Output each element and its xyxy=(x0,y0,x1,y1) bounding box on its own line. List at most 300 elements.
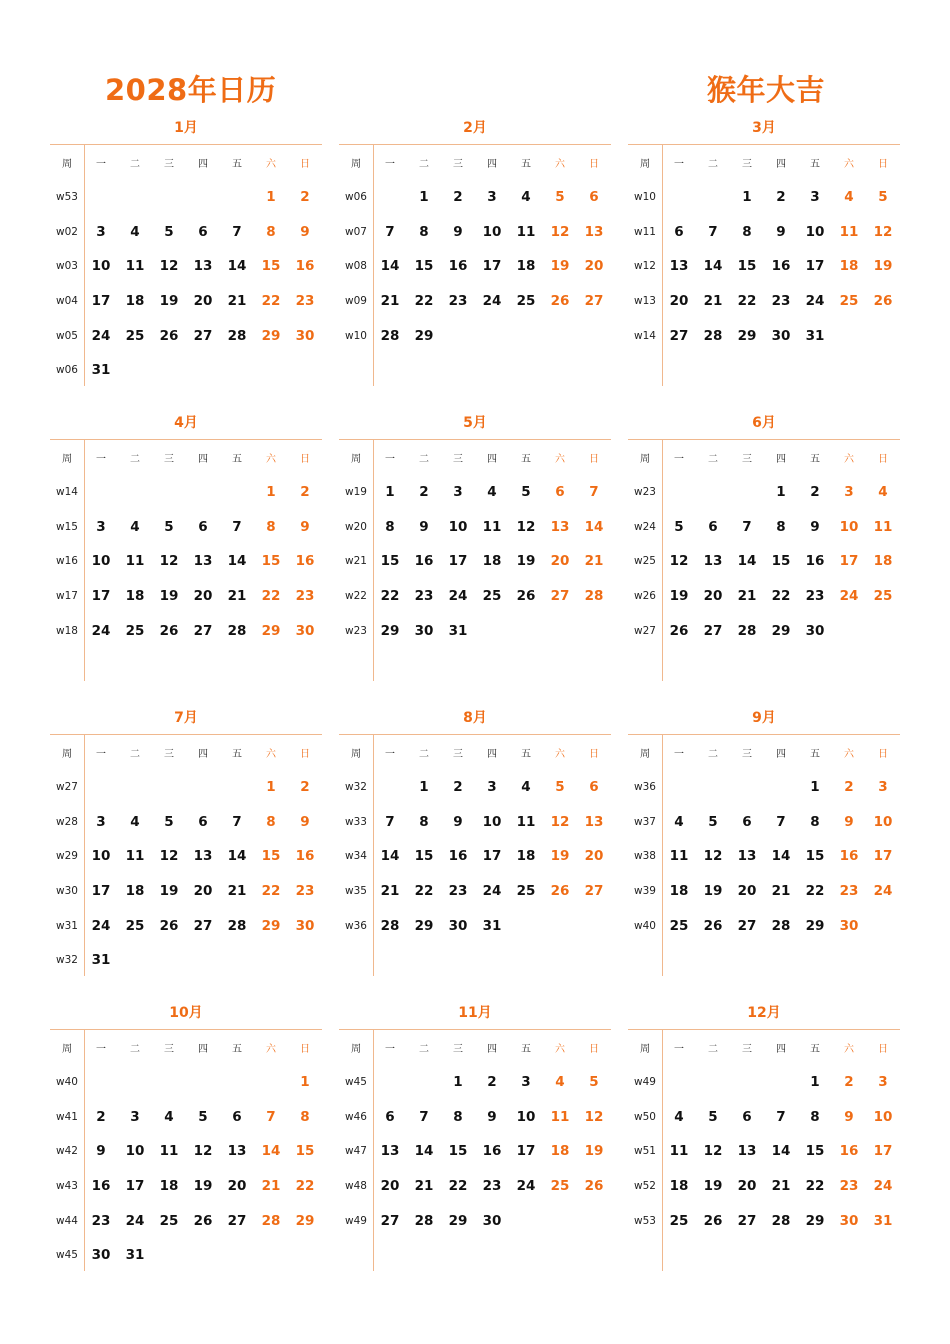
weekday-label: 四 xyxy=(487,749,497,760)
day-cell: 25 xyxy=(516,883,536,900)
weekday-label: 日 xyxy=(878,1044,888,1055)
day-cell: 19 xyxy=(873,258,893,275)
weekday-label: 一 xyxy=(385,159,395,170)
weekday-label: 二 xyxy=(130,1044,140,1055)
month-table xyxy=(628,144,900,353)
week-row xyxy=(628,613,900,648)
day-cell: 21 xyxy=(771,883,791,900)
day-cell: 31 xyxy=(125,1247,145,1264)
day-cell: 14 xyxy=(380,848,400,865)
day-cell: 5 xyxy=(708,813,718,830)
day-cell: 18 xyxy=(550,1143,570,1160)
week-number: w49 xyxy=(634,1076,656,1089)
week-row xyxy=(628,1100,900,1135)
day-cell: 1 xyxy=(742,189,752,206)
weekday-label: 二 xyxy=(708,1044,718,1055)
weekday-label: 五 xyxy=(810,1044,820,1055)
week-row xyxy=(628,475,900,510)
week-number: w39 xyxy=(634,885,656,898)
day-cell: 11 xyxy=(839,223,859,240)
month-table xyxy=(50,439,322,648)
day-cell: 26 xyxy=(193,1212,213,1229)
day-cell: 4 xyxy=(844,189,854,206)
day-cell: 20 xyxy=(584,258,604,275)
day-cell: 4 xyxy=(164,1108,174,1125)
weekday-label: 二 xyxy=(419,1044,429,1055)
day-cell: 5 xyxy=(164,518,174,535)
weekday-label: 三 xyxy=(164,1044,174,1055)
day-cell: 11 xyxy=(873,518,893,535)
day-cell: 8 xyxy=(419,813,429,830)
day-cell: 2 xyxy=(300,189,310,206)
day-cell: 6 xyxy=(555,484,565,501)
day-cell: 8 xyxy=(300,1108,310,1125)
day-cell: 16 xyxy=(482,1143,502,1160)
day-cell: 19 xyxy=(516,553,536,570)
week-number: w49 xyxy=(345,1214,367,1227)
weekday-label: 一 xyxy=(385,749,395,760)
week-row xyxy=(628,510,900,545)
day-cell: 27 xyxy=(584,293,604,310)
day-cell: 26 xyxy=(159,917,179,934)
week-row xyxy=(628,284,900,319)
day-cell: 29 xyxy=(261,917,281,934)
day-cell: 1 xyxy=(810,779,820,796)
day-cell: 20 xyxy=(703,588,723,605)
day-cell: 20 xyxy=(193,588,213,605)
day-cell: 29 xyxy=(414,917,434,934)
weekday-label: 一 xyxy=(674,454,684,465)
week-number: w30 xyxy=(56,885,78,898)
day-cell: 15 xyxy=(261,553,281,570)
day-cell: 17 xyxy=(125,1178,145,1195)
weekday-label: 五 xyxy=(521,159,531,170)
day-cell: 17 xyxy=(805,258,825,275)
week-header-label: 周 xyxy=(62,1044,72,1055)
week-row xyxy=(339,1065,611,1100)
day-cell: 18 xyxy=(516,258,536,275)
week-number: w42 xyxy=(56,1145,78,1158)
day-cell: 3 xyxy=(453,484,463,501)
day-cell: 23 xyxy=(771,293,791,310)
day-cell: 7 xyxy=(385,813,395,830)
calendar-slogan: 猴年大吉 xyxy=(707,73,826,107)
week-column-divider xyxy=(373,145,374,386)
day-cell: 2 xyxy=(810,484,820,501)
week-number: w44 xyxy=(56,1214,78,1227)
day-cell: 10 xyxy=(805,223,825,240)
weekday-label: 六 xyxy=(555,1044,565,1055)
weekday-label: 四 xyxy=(487,454,497,465)
month-block xyxy=(628,413,900,648)
week-number: w53 xyxy=(634,1214,656,1227)
week-header-label: 周 xyxy=(640,159,650,170)
month-block xyxy=(628,708,900,943)
day-cell: 28 xyxy=(227,917,247,934)
day-cell: 23 xyxy=(448,293,468,310)
day-cell: 31 xyxy=(805,327,825,344)
day-cell: 17 xyxy=(91,588,111,605)
day-cell: 12 xyxy=(193,1143,213,1160)
day-cell: 20 xyxy=(193,883,213,900)
day-cell: 9 xyxy=(96,1143,106,1160)
week-column-divider xyxy=(84,735,85,976)
day-cell: 23 xyxy=(295,588,315,605)
day-cell: 15 xyxy=(737,258,757,275)
day-cell: 9 xyxy=(300,518,310,535)
weekday-label: 五 xyxy=(232,454,242,465)
week-row xyxy=(339,805,611,840)
week-row xyxy=(339,180,611,215)
weekday-label: 六 xyxy=(844,1044,854,1055)
day-cell: 21 xyxy=(737,588,757,605)
week-row xyxy=(50,805,322,840)
month-table xyxy=(50,144,322,388)
weekday-label: 四 xyxy=(487,159,497,170)
day-cell: 14 xyxy=(227,848,247,865)
week-row xyxy=(628,805,900,840)
day-cell: 11 xyxy=(669,1143,689,1160)
day-cell: 13 xyxy=(550,518,570,535)
weekday-label: 三 xyxy=(742,749,752,760)
day-cell: 8 xyxy=(810,813,820,830)
day-cell: 28 xyxy=(771,917,791,934)
day-cell: 30 xyxy=(91,1247,111,1264)
week-row xyxy=(50,1065,322,1100)
day-cell: 29 xyxy=(414,327,434,344)
week-column-divider xyxy=(84,145,85,386)
month-name: 2月 xyxy=(463,120,487,136)
day-cell: 30 xyxy=(839,917,859,934)
weekday-label: 一 xyxy=(96,454,106,465)
weekday-header-row xyxy=(50,1030,322,1065)
week-row xyxy=(50,613,322,648)
day-cell: 1 xyxy=(266,189,276,206)
week-number: w31 xyxy=(56,919,78,932)
week-number: w07 xyxy=(345,225,367,238)
day-cell: 22 xyxy=(261,883,281,900)
weekday-label: 二 xyxy=(708,749,718,760)
week-number: w28 xyxy=(56,815,78,828)
weekday-label: 四 xyxy=(198,454,208,465)
week-number: w19 xyxy=(345,486,367,499)
week-row xyxy=(50,544,322,579)
day-cell: 31 xyxy=(91,362,111,379)
day-cell: 5 xyxy=(708,1108,718,1125)
week-number: w48 xyxy=(345,1180,367,1193)
weekday-header-row xyxy=(339,440,611,475)
day-cell: 10 xyxy=(91,258,111,275)
day-cell: 24 xyxy=(482,293,502,310)
weekday-label: 三 xyxy=(742,1044,752,1055)
weekday-label: 二 xyxy=(419,159,429,170)
day-cell: 27 xyxy=(550,588,570,605)
day-cell: 12 xyxy=(550,223,570,240)
day-cell: 14 xyxy=(227,553,247,570)
day-cell: 12 xyxy=(159,848,179,865)
day-cell: 20 xyxy=(737,883,757,900)
week-row xyxy=(628,544,900,579)
day-cell: 2 xyxy=(96,1108,106,1125)
day-cell: 10 xyxy=(482,813,502,830)
weekday-label: 二 xyxy=(130,454,140,465)
day-cell: 28 xyxy=(227,327,247,344)
weekday-label: 一 xyxy=(674,159,684,170)
week-number: w36 xyxy=(634,781,656,794)
day-cell: 18 xyxy=(125,588,145,605)
week-row xyxy=(50,1169,322,1204)
day-cell: 14 xyxy=(771,848,791,865)
day-cell: 14 xyxy=(414,1143,434,1160)
weekday-label: 二 xyxy=(708,454,718,465)
week-column-divider xyxy=(373,1030,374,1271)
day-cell: 6 xyxy=(232,1108,242,1125)
day-cell: 25 xyxy=(669,917,689,934)
day-cell: 1 xyxy=(453,1074,463,1091)
day-cell: 27 xyxy=(193,327,213,344)
week-row xyxy=(50,1100,322,1135)
day-cell: 27 xyxy=(227,1212,247,1229)
week-number: w13 xyxy=(634,295,656,308)
month-name: 5月 xyxy=(463,415,487,431)
weekday-label: 六 xyxy=(266,1044,276,1055)
week-row xyxy=(50,874,322,909)
day-cell: 12 xyxy=(703,1143,723,1160)
weekday-header-row xyxy=(50,145,322,180)
day-cell: 26 xyxy=(159,327,179,344)
week-number: w45 xyxy=(56,1249,78,1262)
day-cell: 5 xyxy=(555,189,565,206)
weekday-label: 一 xyxy=(96,159,106,170)
week-number: w37 xyxy=(634,815,656,828)
week-header-label: 周 xyxy=(640,749,650,760)
month-name: 10月 xyxy=(169,1005,203,1021)
day-cell: 31 xyxy=(91,952,111,969)
day-cell: 21 xyxy=(703,293,723,310)
day-cell: 13 xyxy=(737,848,757,865)
day-cell: 16 xyxy=(295,258,315,275)
day-cell: 30 xyxy=(295,327,315,344)
week-row xyxy=(339,1169,611,1204)
month-table xyxy=(628,1029,900,1238)
weekday-label: 六 xyxy=(555,454,565,465)
week-number: w05 xyxy=(56,329,78,342)
weekday-label: 日 xyxy=(878,159,888,170)
week-row xyxy=(339,579,611,614)
weekday-header-row xyxy=(339,735,611,770)
week-column-divider xyxy=(662,735,663,976)
day-cell: 7 xyxy=(776,813,786,830)
day-cell: 13 xyxy=(193,553,213,570)
week-row xyxy=(339,249,611,284)
day-cell: 10 xyxy=(873,1108,893,1125)
week-row xyxy=(339,215,611,250)
day-cell: 28 xyxy=(414,1212,434,1229)
day-cell: 1 xyxy=(419,779,429,796)
day-cell: 12 xyxy=(159,258,179,275)
day-cell: 25 xyxy=(125,917,145,934)
weekday-label: 四 xyxy=(776,749,786,760)
weekday-header-row xyxy=(339,1030,611,1065)
weekday-label: 四 xyxy=(776,1044,786,1055)
day-cell: 9 xyxy=(453,813,463,830)
day-cell: 22 xyxy=(261,588,281,605)
day-cell: 16 xyxy=(91,1178,111,1195)
month-table xyxy=(628,734,900,943)
day-cell: 11 xyxy=(125,848,145,865)
day-cell: 30 xyxy=(295,622,315,639)
day-cell: 30 xyxy=(805,622,825,639)
weekday-header-row xyxy=(339,145,611,180)
weekday-label: 五 xyxy=(521,749,531,760)
day-cell: 14 xyxy=(703,258,723,275)
day-cell: 23 xyxy=(448,883,468,900)
month-name: 7月 xyxy=(174,710,198,726)
day-cell: 18 xyxy=(125,883,145,900)
weekday-label: 日 xyxy=(300,159,310,170)
day-cell: 12 xyxy=(669,553,689,570)
day-cell: 12 xyxy=(873,223,893,240)
day-cell: 22 xyxy=(380,588,400,605)
day-cell: 15 xyxy=(414,848,434,865)
day-cell: 4 xyxy=(674,1108,684,1125)
day-cell: 11 xyxy=(159,1143,179,1160)
day-cell: 4 xyxy=(130,223,140,240)
day-cell: 18 xyxy=(482,553,502,570)
day-cell: 24 xyxy=(448,588,468,605)
day-cell: 16 xyxy=(805,553,825,570)
day-cell: 15 xyxy=(771,553,791,570)
week-header-label: 周 xyxy=(351,1044,361,1055)
day-cell: 6 xyxy=(589,779,599,796)
weekday-label: 五 xyxy=(810,749,820,760)
day-cell: 2 xyxy=(776,189,786,206)
day-cell: 3 xyxy=(96,518,106,535)
day-cell: 29 xyxy=(805,917,825,934)
week-row xyxy=(50,770,322,805)
day-cell: 13 xyxy=(380,1143,400,1160)
week-row xyxy=(339,544,611,579)
day-cell: 7 xyxy=(266,1108,276,1125)
day-cell: 17 xyxy=(873,848,893,865)
day-cell: 2 xyxy=(300,779,310,796)
day-cell: 28 xyxy=(771,1212,791,1229)
day-cell: 4 xyxy=(130,518,140,535)
day-cell: 28 xyxy=(227,622,247,639)
day-cell: 26 xyxy=(516,588,536,605)
day-cell: 2 xyxy=(844,779,854,796)
day-cell: 4 xyxy=(878,484,888,501)
calendar-title: 2028年日历 xyxy=(105,73,277,107)
day-cell: 4 xyxy=(521,189,531,206)
day-cell: 24 xyxy=(91,917,111,934)
month-block xyxy=(628,118,900,353)
weekday-label: 四 xyxy=(776,454,786,465)
weekday-label: 四 xyxy=(776,159,786,170)
week-number: w34 xyxy=(345,850,367,863)
week-header-label: 周 xyxy=(351,159,361,170)
day-cell: 26 xyxy=(669,622,689,639)
month-table xyxy=(628,439,900,648)
day-cell: 10 xyxy=(516,1108,536,1125)
weekday-label: 一 xyxy=(385,454,395,465)
day-cell: 10 xyxy=(91,848,111,865)
day-cell: 7 xyxy=(419,1108,429,1125)
day-cell: 28 xyxy=(261,1212,281,1229)
week-column-divider xyxy=(84,1030,85,1271)
month-name: 12月 xyxy=(747,1005,781,1021)
day-cell: 26 xyxy=(550,293,570,310)
week-row xyxy=(339,1203,611,1238)
week-number: w04 xyxy=(56,295,78,308)
day-cell: 15 xyxy=(295,1143,315,1160)
week-row xyxy=(339,475,611,510)
week-number: w33 xyxy=(345,815,367,828)
day-cell: 12 xyxy=(516,518,536,535)
month-table xyxy=(339,439,611,648)
day-cell: 24 xyxy=(805,293,825,310)
week-row xyxy=(50,1134,322,1169)
day-cell: 19 xyxy=(193,1178,213,1195)
week-number: w03 xyxy=(56,260,78,273)
weekday-label: 二 xyxy=(419,749,429,760)
day-cell: 3 xyxy=(487,779,497,796)
day-cell: 12 xyxy=(550,813,570,830)
week-row xyxy=(50,943,322,978)
week-row xyxy=(628,1134,900,1169)
week-row xyxy=(50,475,322,510)
day-cell: 13 xyxy=(703,553,723,570)
week-row xyxy=(50,215,322,250)
day-cell: 17 xyxy=(482,848,502,865)
day-cell: 24 xyxy=(91,327,111,344)
day-cell: 21 xyxy=(380,883,400,900)
week-number: w53 xyxy=(56,191,78,204)
week-number: w10 xyxy=(634,191,656,204)
day-cell: 23 xyxy=(839,883,859,900)
day-cell: 25 xyxy=(873,588,893,605)
day-cell: 19 xyxy=(703,1178,723,1195)
day-cell: 2 xyxy=(487,1074,497,1091)
month-table xyxy=(339,734,611,943)
day-cell: 27 xyxy=(669,327,689,344)
weekday-label: 六 xyxy=(844,159,854,170)
month-table xyxy=(339,1029,611,1238)
month-table xyxy=(339,144,611,353)
day-cell: 10 xyxy=(91,553,111,570)
day-cell: 31 xyxy=(873,1212,893,1229)
week-number: w20 xyxy=(345,520,367,533)
day-cell: 16 xyxy=(295,848,315,865)
day-cell: 6 xyxy=(589,189,599,206)
day-cell: 28 xyxy=(737,622,757,639)
day-cell: 21 xyxy=(227,293,247,310)
month-name: 11月 xyxy=(458,1005,492,1021)
weekday-label: 三 xyxy=(164,749,174,760)
day-cell: 8 xyxy=(266,518,276,535)
week-number: w46 xyxy=(345,1110,367,1123)
day-cell: 25 xyxy=(482,588,502,605)
day-cell: 1 xyxy=(810,1074,820,1091)
day-cell: 12 xyxy=(584,1108,604,1125)
day-cell: 26 xyxy=(584,1178,604,1195)
week-row xyxy=(50,1203,322,1238)
day-cell: 5 xyxy=(164,223,174,240)
day-cell: 20 xyxy=(737,1178,757,1195)
week-number: w26 xyxy=(634,590,656,603)
day-cell: 16 xyxy=(771,258,791,275)
day-cell: 29 xyxy=(448,1212,468,1229)
